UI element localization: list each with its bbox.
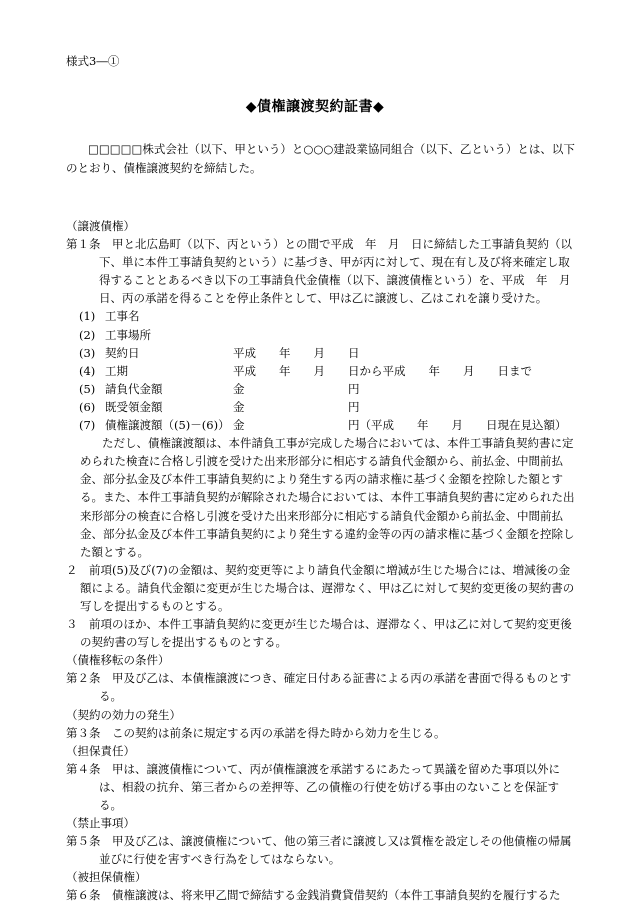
article-2-text: 第２条 甲及び乙は、本債権譲渡につき、確定日付ある証書による丙の承諾を書面で得るものとする。 — [66, 671, 572, 704]
article-2-heading: （債権移転の条件） — [66, 653, 170, 668]
list-item — [66, 398, 580, 416]
list-item — [66, 307, 580, 325]
list-item — [66, 344, 580, 362]
item-value: 金 円 — [233, 381, 360, 396]
item-label: 請負代金額 — [105, 381, 163, 396]
form-number: 様式3―① — [66, 54, 120, 68]
article-6-heading: （被担保債権） — [66, 870, 147, 885]
article-1-proviso: ただし、債権譲渡額は、本件請負工事が完成した場合においては、本件工事請負契約書に定められた検査に合格し引渡を受けた出来形部分に相応する請負代金額から、前払金、中間前払金、部分払金及び本件工事請負契約により発生する丙の請求権に基づく金額を控除した額とする。また、本件工事請負契約が解除された場合においては、本件工事請負契約書に定められた出来形部分の検査に合格し引渡を受けた出来形部分に相応する請負代金額から前払金、中間前払金、部分払金及び本件工事請負契約により発生する違約金等の丙の請求権に基づく金額を控除した額とする。 — [80, 436, 575, 559]
intro-paragraph: □□□□□株式会社（以下、甲という）と○○○建設業協同組合（以下、乙という）とは、以下のとおり、債権譲渡契約を締結した。 — [66, 142, 575, 175]
article-1-text: 第１条 甲と北広島町（以下、丙という）との間で平成 年 月 日に締結した工事請負契約（以下、単に本件工事請負契約という）に基づき、甲が丙に対して、現在有し及び将来確定し取得することとあるべき以下の工事請負代金債権（以下、譲渡債権という）を、平成 年 月 日、丙の承諾を得ることを停止条件として、甲は乙に譲渡し、乙はこれを譲り受けた。 — [66, 237, 582, 306]
item-number: (2) — [79, 327, 96, 342]
item-label: 工事名 — [105, 309, 140, 324]
article-5-text: 第５条 甲及び乙は、譲渡債権について、他の第三者に譲渡し又は質権を設定しその他債権の帰属並びに行使を害すべき行為をしてはならない。 — [66, 834, 572, 867]
item-number: (7) — [79, 418, 96, 433]
article-1-paragraph-3: ３ 前項のほか、本件工事請負契約に変更が生じた場合は、遅滞なく、甲は乙に対して契約変更後の契約書の写しを提出するものとする。 — [66, 617, 572, 650]
item-label: 債権譲渡額（(5)－(6)） — [105, 418, 230, 433]
article-1-heading: （譲渡債権） — [66, 219, 135, 233]
claim-items-list — [66, 307, 580, 434]
article-4-heading: （担保責任） — [66, 743, 135, 758]
article-3-heading: （契約の効力の発生） — [66, 707, 181, 722]
list-item — [66, 362, 580, 380]
item-label: 工期 — [105, 363, 128, 378]
list-item — [66, 416, 580, 434]
article-3-text: 第３条 この契約は前条に規定する丙の承諾を得た時から効力を生じる。 — [66, 725, 446, 740]
item-label: 契約日 — [105, 345, 140, 360]
item-label: 既受領金額 — [105, 399, 163, 414]
item-number: (3) — [79, 345, 96, 360]
article-6-text: 第６条 債権譲渡は、将来甲乙間で締結する金銭消費貸借契約（本件工事請負契約を履行するた — [66, 888, 561, 903]
item-value: 金 円 — [233, 399, 360, 414]
contract-body — [66, 217, 580, 905]
article-4-text: 第４条 甲は、譲渡債権について、丙が債権譲渡を承諾するにあたって異議を留めた事項以外には、相殺の抗弁、第三者からの差押等、乙の債権の行使を妨げる事由のないことを保証する。 — [66, 761, 561, 812]
document-title: ◆債権譲渡契約証書◆ — [245, 99, 385, 115]
item-number: (4) — [79, 363, 96, 378]
item-value: 平成 年 月 日から平成 年 月 日まで — [233, 363, 532, 378]
item-value: 平成 年 月 日 — [233, 345, 360, 360]
item-number: (6) — [79, 399, 96, 414]
article-1-paragraph-2: ２ 前項(5)及び(7)の金額は、契約変更等により請負代金額に増減が生じた場合には、増減後の金額による。請負代金額に変更が生じた場合は、遅滞なく、甲は乙に対して契約変更後の契約書の写しを提出するものとする。 — [66, 562, 575, 613]
item-value: 金 円（平成 年 月 日現在見込額） — [233, 418, 567, 433]
item-number: (1) — [79, 309, 96, 324]
item-label: 工事場所 — [105, 327, 151, 342]
item-number: (5) — [79, 381, 96, 396]
list-item — [66, 380, 580, 398]
article-5-heading: （禁止事項） — [66, 816, 135, 831]
list-item — [66, 326, 580, 344]
